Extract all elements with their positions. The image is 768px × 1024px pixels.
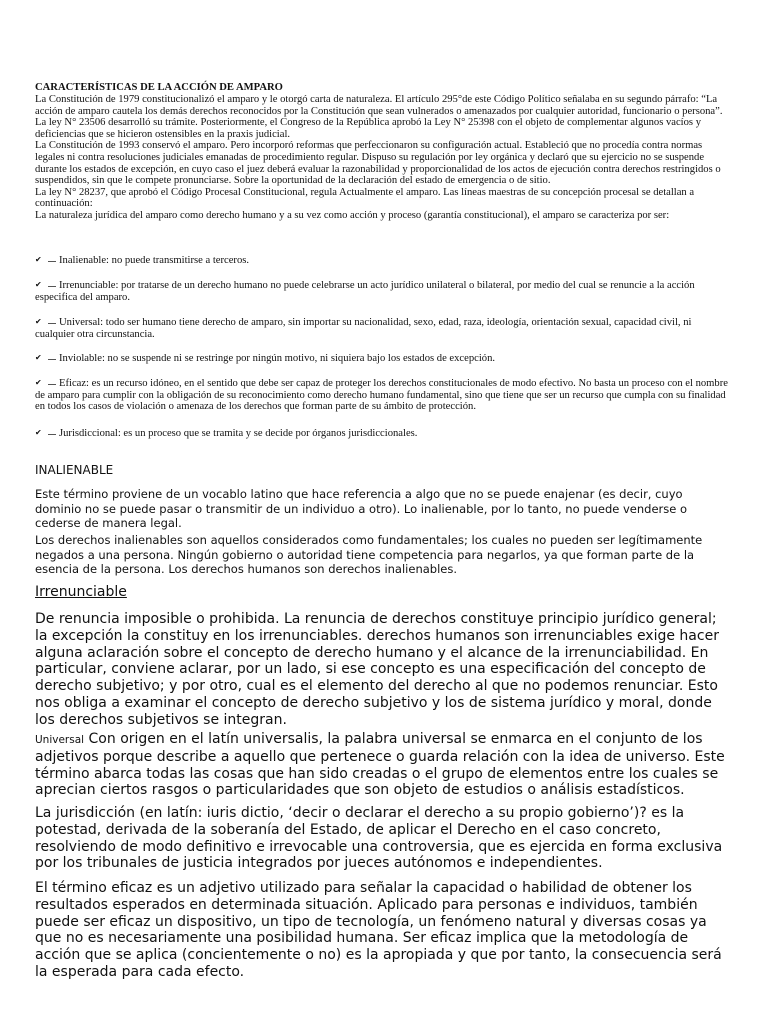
bullet-item-universal: [35, 316, 731, 340]
bullet-text: Jurisdiccional: es un proceso que se tramita y se decide por órganos jurisdiccionales.: [59, 428, 418, 439]
bullet-text: Irrenunciable: por tratarse de un derecho humano no puede celebrarse un acto jurídico unilateral o bilateral, por medio del cual se renuncie a la acción especifica del amparo.: [35, 280, 695, 303]
bullet-text: Inviolable: no se suspende ni se restringe por ningún motivo, ni siquiera bajo los estados de excepción.: [59, 353, 496, 364]
inalienable-paragraph: Los derechos inalienables son aquellos considerados como fundamentales; los cuales no pueden ser legítimamente negados a una persona. Ningún gobierno o autoridad tiene competencia para negarlos, ya que forman parte de la esencia de la persona. Los derechos humanos son derechos inalienables.: [35, 533, 703, 576]
bullet-item-irrenunciable: [35, 279, 731, 303]
intro-paragraph: La Constitución de 1979 constitucionalizó el amparo y le otorgó carta de naturaleza. El artículo 295°de este Código Político señalaba en su segundo párrafo: “La acción de amparo cautela los demás derechos reconocidos por la Constitución que sean vulnerados o amenazados por cualquier autoridad, funcionario o persona”.: [35, 94, 723, 117]
bullet-icon: ✔: [35, 279, 59, 291]
universal-label: Universal: [35, 734, 85, 746]
bullet-item-inalienable: [35, 254, 731, 267]
intro-paragraph: La Constitución de 1993 conservó el amparo. Pero incorporó reformas que perfeccionaron su configuración actual. Estableció que no procedía contra normas legales ni contra resoluciones judiciales emanadas de procedimiento regular. Dispuso su regulación por ley orgánica y declaró que su ejercicio no se suspende durante los estados de excepción, en cuyo caso el juez deberá evaluar la razonabilidad y proporcionalidad de los actos de ejecución contra derechos restringidos o suspendidos, sin que le compete pronunciarse. Sobre la oportunidad de la declaración del estado de emergencia o de sitio.: [35, 140, 721, 187]
eficaz-paragraph: El término eficaz es un adjetivo utilizado para señalar la capacidad o habilidad de obtener los resultados esperados en determinada situación. Aplicado para personas e individuos, también puede ser eficaz un dispositivo, un tipo de tecnología, un fenómeno natural y diversas cosas ya que no es necesariamente una posibilidad humana. Ser eficaz implica que la metodología de acción que se aplica (concientemente o no) es la apropiada y que por tanto, la consecuencia será la esperada para cada efecto.: [35, 880, 722, 980]
bullet-icon: ✔: [35, 352, 59, 364]
bullet-icon: ✔: [35, 377, 59, 389]
intro-paragraph: La ley N° 28237, que aprobó el Código Procesal Constitucional, regula Actualmente el amparo. Las líneas maestras de su concepción procesal se detallan a continuación:: [35, 186, 695, 210]
section-heading-inalienable: INALIENABLE: [35, 463, 114, 477]
universal-text: Con origen en el latín universalis, la palabra universal se enmarca en el conjunto de los adjetivos porque describe a aquello que pertenece o guarda relación con la idea de universo. Este término abarca todas las cosas que han sido creadas o el grupo de elementos entre los cuales se aprecian ciertos rasgos o particularidades que son objeto de estudios o análisis estadísticos.: [35, 731, 725, 799]
bullet-text: Inalienable: no puede transmitirse a terceros.: [59, 255, 250, 266]
intro-paragraph: La ley N° 23506 desarrolló su trámite. Posteriormente, el Congreso de la República aprobó la Ley N° 25398 con el objeto de complementar algunos vacíos y deficiencias que se hicieron ostensibles en la praxis judicial.: [35, 117, 701, 140]
inalienable-paragraph: Este término proviene de un vocablo latino que hace referencia a algo que no se puede enajenar (es decir, cuyo dominio no se puede pasar o transmitir de un individuo a otro). Lo inalienable, por lo tanto, no puede venderse o cederse de manera legal.: [35, 487, 688, 530]
bullet-icon: ✔: [35, 316, 59, 328]
bullet-text: Eficaz: es un recurso idóneo, en el sentido que debe ser capaz de proteger los derechos constitucionales de modo efectivo. No basta un proceso con el nombre de amparo para cumplir con la obligación de su reconocimiento como derecho humano fundamental, sino que tiene que ser un recurso que cumpla con su finalidad en todos los casos de violación o amenaza de los derechos que forman parte de su ámbito de protección.: [35, 378, 728, 413]
section-heading-irrenunciable: Irrenunciable: [35, 584, 127, 600]
bullet-item-eficaz: [35, 377, 731, 413]
bullet-text: Universal: todo ser humano tiene derecho de amparo, sin importar su nacionalidad, sexo, edad, raza, ideología, orientación sexual, capacidad civil, ni cualquier otra circunstancia.: [35, 317, 692, 340]
jurisdiccion-paragraph: La jurisdicción (en latín: iuris dictio, ‘decir o declarar el derecho a su propio gobierno’)? es la potestad, derivada de la soberanía del Estado, de aplicar el Derecho en el caso concreto, resolviendo de modo definitivo e irrevocable una controversia, que es ejercida en forma exclusiva por los tribunales de justicia integrados por jueces autónomos e independientes.: [35, 805, 723, 872]
intro-paragraph: La naturaleza jurídica del amparo como derecho humano y a su vez como acción y proceso (garantía constitucional), el amparo se caracteriza por ser:: [35, 209, 670, 221]
irrenunciable-paragraph: De renuncia imposible o prohibida. La renuncia de derechos constituye principio jurídico general; la excepción la constituy en los irrenunciables. derechos humanos son irrenunciables exige hacer alguna aclaración sobre el concepto de derecho humano y el alcance de la irrenunciabilidad. En particular, conviene aclarar, por un lado, si ese concepto es una especificación del concepto de derecho subjetivo; y por otro, cual es el elemento del derecho al que no podemos renunciar. Esto nos obliga a examinar el concepto de derecho subjetivo y los de sistema jurídico y moral, donde los derechos subjetivos se integran.: [35, 611, 719, 728]
bullet-icon: ✔: [35, 427, 59, 439]
bullet-icon: ✔: [35, 254, 59, 266]
intro-section: [35, 94, 731, 222]
bullet-item-jurisdiccional: [35, 427, 731, 440]
bullet-item-inviolable: [35, 352, 731, 365]
universal-paragraph: [35, 731, 731, 799]
document-title: CARACTERÍSTICAS DE LA ACCIÓN DE AMPARO: [35, 82, 283, 93]
